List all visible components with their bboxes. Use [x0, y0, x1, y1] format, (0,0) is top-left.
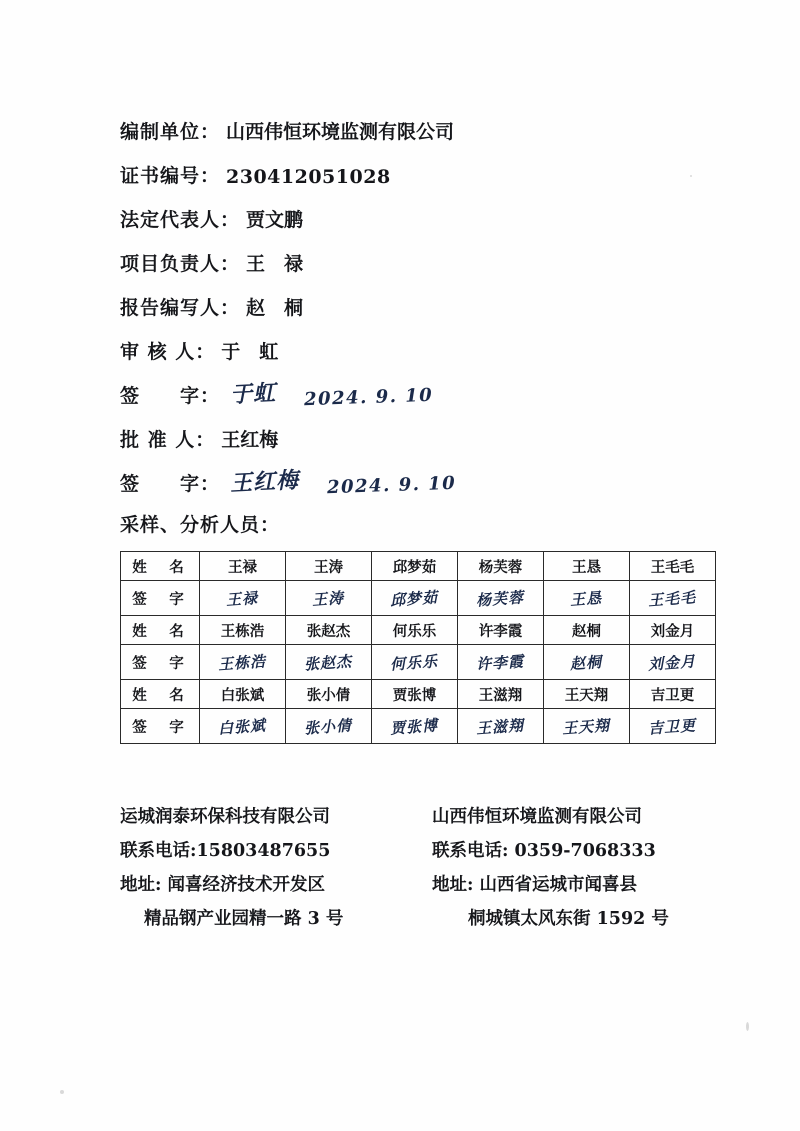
table-row	[121, 552, 716, 581]
row-header-signature: 签 字	[121, 645, 200, 680]
row-header-name: 姓 名	[121, 680, 200, 709]
staff-signature: 白张斌	[200, 709, 286, 744]
staff-signature: 刘金月	[630, 645, 716, 680]
staff-signature: 何乐乐	[372, 645, 458, 680]
footer-address-line2: 桐城镇太风东街 1592 号	[468, 909, 669, 929]
staff-signature: 王涛	[286, 581, 372, 616]
handwritten-date: 2024. 9. 10	[326, 472, 457, 499]
handwritten-signature: 王红梅	[229, 467, 300, 497]
field-value: 230412051028	[226, 166, 391, 188]
signature-approver	[229, 465, 457, 499]
footer-phone: 联系电话: 0359-7068333	[432, 841, 656, 861]
row-header-name: 姓 名	[121, 616, 200, 645]
staff-name: 邱梦茹	[372, 552, 458, 581]
staff-name: 王栋浩	[200, 616, 286, 645]
footer-address-line1: 地址: 闻喜经济技术开发区	[120, 875, 326, 895]
info-field-list	[120, 100, 720, 499]
footer-column-right	[432, 800, 720, 936]
field-label: 证书编号：	[120, 165, 221, 187]
staff-section-title: 采样、分析人员：	[120, 514, 281, 536]
staff-signature: 赵桐	[544, 645, 630, 680]
scan-speck	[746, 1022, 749, 1031]
staff-name: 王恳	[544, 552, 630, 581]
staff-name: 张小倩	[286, 680, 372, 709]
staff-signature: 杨芙蓉	[458, 581, 544, 616]
staff-name: 王滋翔	[458, 680, 544, 709]
staff-signature: 许李霞	[458, 645, 544, 680]
row-header-name: 姓 名	[121, 552, 200, 581]
staff-signature: 张赵杰	[286, 645, 372, 680]
field-label: 批 准 人：	[120, 429, 216, 451]
staff-signature: 王恳	[544, 581, 630, 616]
staff-signature: 王禄	[200, 581, 286, 616]
footer-company: 山西伟恒环境监测有限公司	[432, 807, 642, 827]
staff-name: 王毛毛	[630, 552, 716, 581]
info-row-report-writer	[120, 276, 720, 320]
info-row-certificate-number	[120, 144, 720, 188]
field-label: 签 字：	[120, 385, 221, 407]
field-label: 签 字：	[120, 473, 221, 495]
info-row-legal-representative	[120, 188, 720, 232]
staff-name: 吉卫更	[630, 680, 716, 709]
staff-signature: 邱梦茹	[372, 581, 458, 616]
footer-contacts	[120, 800, 720, 936]
staff-name: 刘金月	[630, 616, 716, 645]
info-row-approver-signature	[120, 452, 720, 499]
handwritten-date: 2024. 9. 10	[303, 384, 434, 411]
footer-address-line1: 地址: 山西省运城市闻喜县	[432, 875, 638, 895]
staff-signature: 王栋浩	[200, 645, 286, 680]
table-row	[121, 709, 716, 744]
info-row-project-leader	[120, 232, 720, 276]
field-value: 赵 桐	[246, 297, 304, 319]
footer-company: 运城润泰环保科技有限公司	[120, 807, 330, 827]
footer-address-line2: 精品钢产业园精一路 3 号	[144, 909, 344, 929]
field-label: 法定代表人：	[120, 209, 241, 231]
signature-reviewer	[229, 377, 434, 411]
field-value: 王 禄	[246, 253, 304, 275]
staff-name: 贾张博	[372, 680, 458, 709]
staff-signature: 王天翔	[544, 709, 630, 744]
staff-name: 王涛	[286, 552, 372, 581]
staff-signature: 张小倩	[286, 709, 372, 744]
staff-signature: 王毛毛	[630, 581, 716, 616]
row-header-signature: 签 字	[121, 709, 200, 744]
info-row-reviewer	[120, 320, 720, 364]
field-value: 王红梅	[221, 429, 279, 451]
staff-signature: 贾张博	[372, 709, 458, 744]
staff-name: 张赵杰	[286, 616, 372, 645]
row-header-signature: 签 字	[121, 581, 200, 616]
footer-column-left	[120, 800, 408, 936]
field-value: 于 虹	[221, 341, 279, 363]
staff-signature: 吉卫更	[630, 709, 716, 744]
staff-name: 白张斌	[200, 680, 286, 709]
field-value: 山西伟恒环境监测有限公司	[226, 121, 455, 143]
info-row-approver	[120, 408, 720, 452]
staff-table	[120, 551, 716, 744]
scan-speck	[60, 1090, 64, 1094]
staff-name: 王禄	[200, 552, 286, 581]
field-label: 审 核 人：	[120, 341, 216, 363]
handwritten-signature: 于虹	[229, 379, 277, 409]
info-row-compiler	[120, 100, 720, 144]
staff-name: 许李霞	[458, 616, 544, 645]
staff-name: 杨芙蓉	[458, 552, 544, 581]
document-content	[120, 100, 720, 744]
footer-phone: 联系电话:15803487655	[120, 841, 331, 861]
staff-signature: 王滋翔	[458, 709, 544, 744]
info-row-reviewer-signature	[120, 364, 720, 411]
table-row	[121, 645, 716, 680]
table-row	[121, 680, 716, 709]
table-row	[121, 616, 716, 645]
table-row	[121, 581, 716, 616]
field-label: 报告编写人：	[120, 297, 241, 319]
field-value: 贾文鹏	[246, 209, 304, 231]
field-label: 编制单位：	[120, 121, 221, 143]
staff-name: 赵桐	[544, 616, 630, 645]
staff-name: 何乐乐	[372, 616, 458, 645]
staff-name: 王天翔	[544, 680, 630, 709]
field-label: 项目负责人：	[120, 253, 241, 275]
